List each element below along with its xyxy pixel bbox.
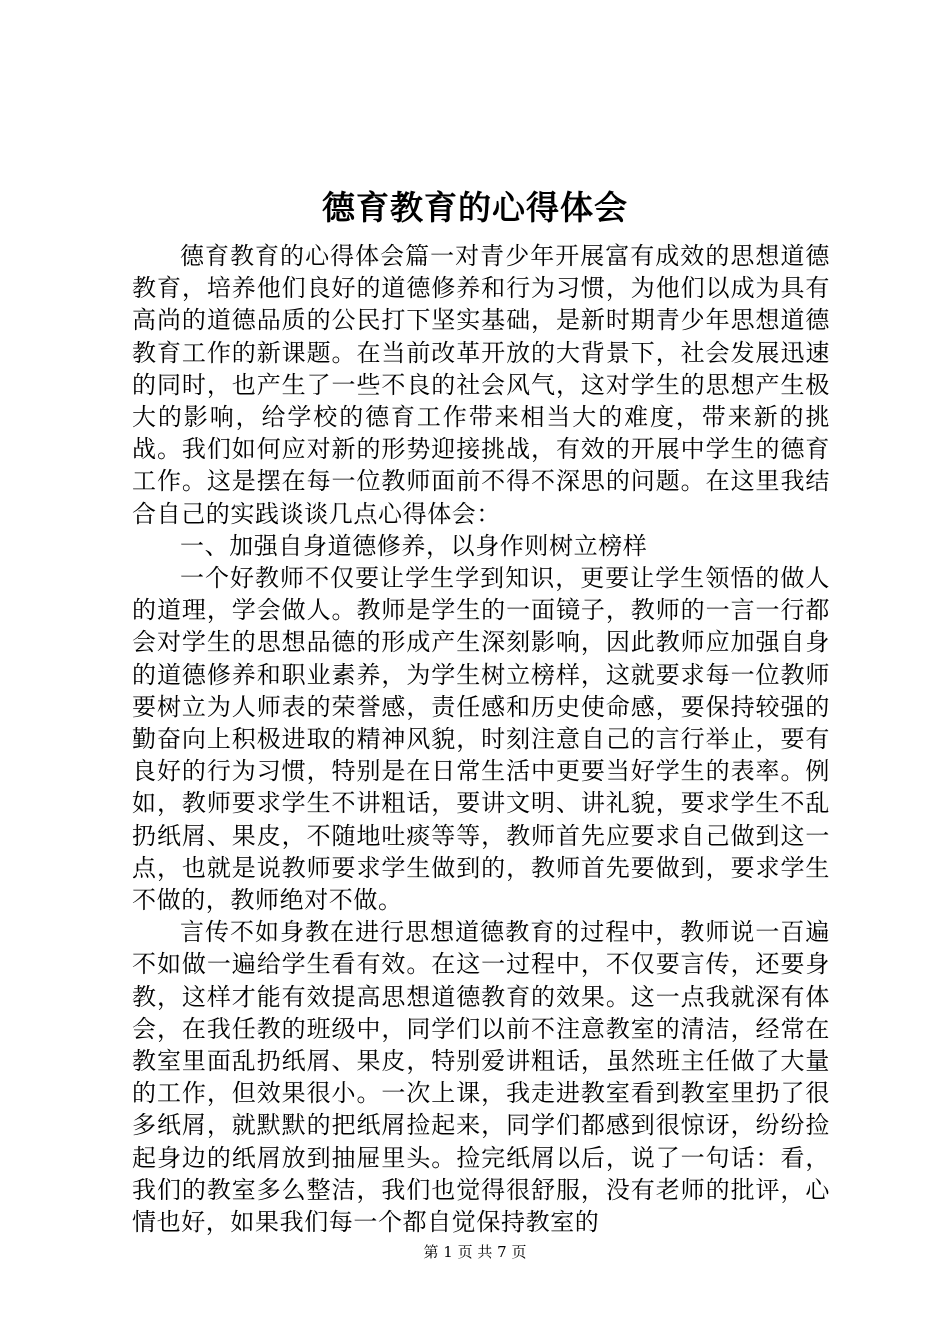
paragraph-section-1: 一个好教师不仅要让学生学到知识，更要让学生领悟的做人的道理，学会做人。教师是学生的一面镜子，教师的一言一行都会对学生的思想品德的形成产生深刻影响，因此教师应加强自身的道德修养和职业素养，为学生树立榜样，这就要求每一位教师要树立为人师表的荣誉感，责任感和历史使命感，要保持较强的勤奋向上积极进取的精神风貌，时刻注意自己的言行举止，要有良好的行为习惯，特别是在日常生活中更要当好学生的表率。例如，教师要求学生不讲粗话，要讲文明、讲礼貌，要求学生不乱扔纸屑、果皮，不随地吐痰等等，教师首先应要求自己做到这一点，也就是说教师要求学生做到的，教师首先要做到，要求学生不做的，教师绝对不做。 [132,564,830,915]
page-footer: 第 1 页 共 7 页 [423,1243,527,1261]
document-body [132,240,830,1238]
section-heading-1: 一、加强自身道德修养，以身作则树立榜样 [180,531,648,560]
paragraph-intro: 德育教育的心得体会篇一对青少年开展富有成效的思想道德教育，培养他们良好的道德修养和行为习惯，为他们以成为具有高尚的道德品质的公民打下坚实基础，是新时期青少年思想道德教育工作的新课题。在当前改革开放的大背景下，社会发展迅速的同时，也产生了一些不良的社会风气，这对学生的思想产生极大的影响，给学校的德育工作带来相当大的难度，带来新的挑战。我们如何应对新的形势迎接挑战，有效的开展中学生的德育工作。这是摆在每一位教师面前不得不深思的问题。在这里我结合自己的实践谈谈几点心得体会： [132,242,830,528]
paragraph-example: 言传不如身教在进行思想道德教育的过程中，教师说一百遍不如做一遍给学生看有效。在这一过程中，不仅要言传，还要身教，这样才能有效提高思想道德教育的效果。这一点我就深有体会，在我任教的班级中，同学们以前不注意教室的清洁，经常在教室里面乱扔纸屑、果皮，特别爱讲粗话，虽然班主任做了大量的工作，但效果很小。一次上课，我走进教室看到教室里扔了很多纸屑，就默默的把纸屑捡起来，同学们都感到很惊讶，纷纷捡起身边的纸屑放到抽屉里头。捡完纸屑以后，说了一句话：看，我们的教室多么整洁，我们也觉得很舒服，没有老师的批评，心情也好，如果我们每一个都自觉保持教室的 [132,918,830,1237]
document-title: 德育教育的心得体会 [322,188,628,227]
